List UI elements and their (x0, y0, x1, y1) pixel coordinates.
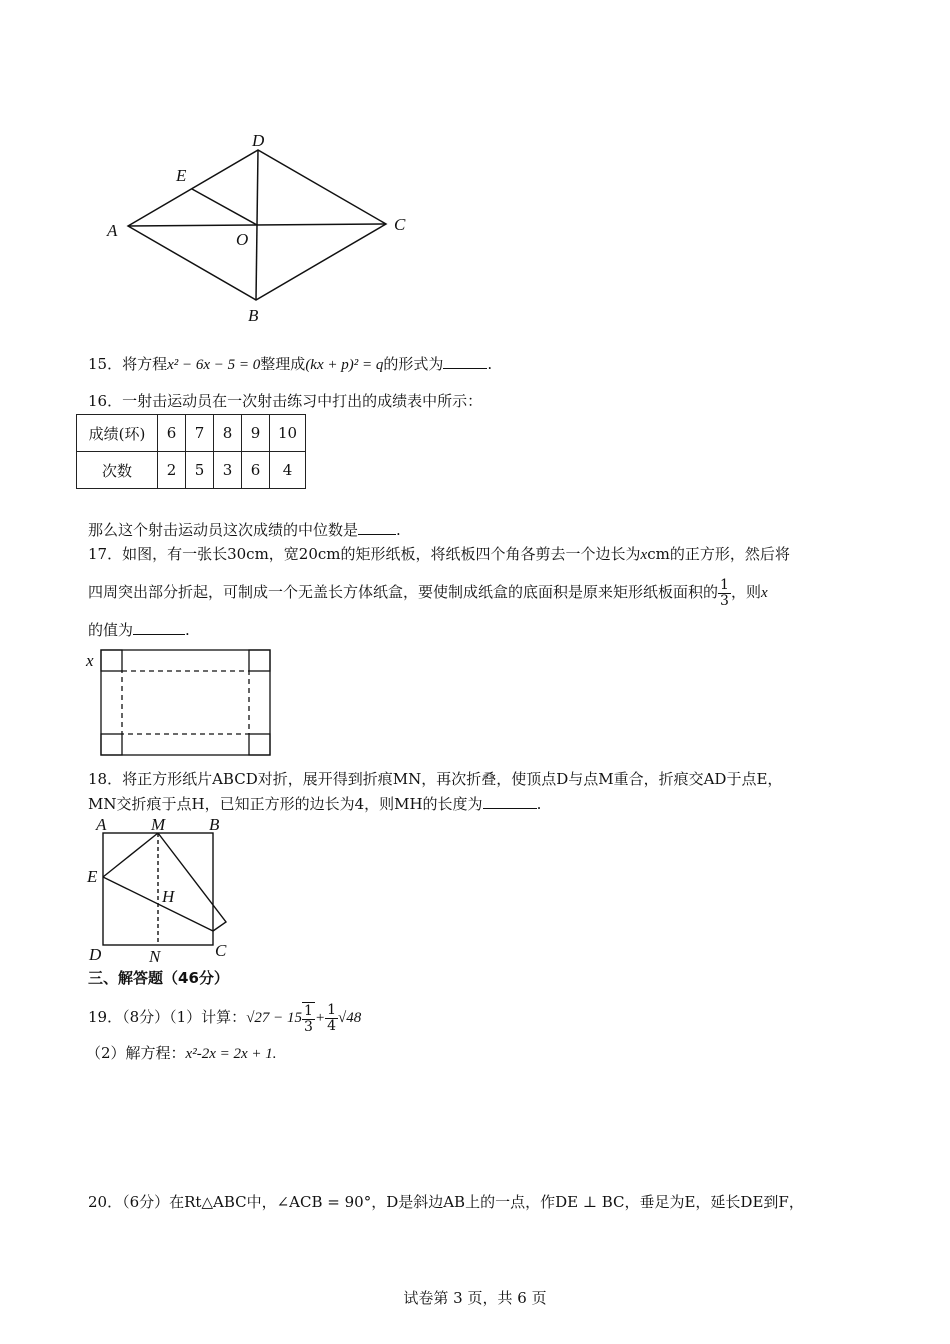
q17-line3-end: . (185, 621, 190, 639)
table-cell: 6 (158, 415, 186, 452)
question-17 (88, 544, 790, 565)
label-d: D (252, 131, 265, 150)
row-label: 次数 (77, 452, 158, 489)
table-cell: 4 (270, 452, 306, 489)
table-cell: 10 (270, 415, 306, 452)
table-cell: 7 (186, 415, 214, 452)
q19-head: （8分）（1）计算： (122, 1008, 247, 1026)
page-footer: 试卷第 3 页，共 6 页 (403, 1289, 547, 1307)
corner-square (249, 650, 270, 671)
corner-square (101, 734, 122, 755)
label-b: B (248, 306, 259, 325)
q17-line2b: ，则 (730, 583, 761, 601)
fold-line (122, 671, 249, 734)
fraction-one-third (718, 578, 731, 609)
q15-text-1: 将方程 (122, 355, 168, 373)
q17-line-2 (88, 575, 768, 610)
q16-followup (88, 520, 401, 540)
sqrt-fraction-one-third (302, 1002, 315, 1035)
corner-square (249, 734, 270, 755)
label-e: E (176, 166, 187, 185)
fraction-denominator: 3 (304, 1018, 313, 1035)
label-c: C (394, 215, 406, 234)
rhombus-figure (100, 128, 420, 328)
q17-line1b: cm的正方形，然后将 (647, 545, 790, 563)
question-18 (88, 769, 782, 789)
q17-var-x2: x (760, 585, 768, 601)
label-a: A (96, 815, 107, 834)
q18-line-2 (88, 794, 541, 814)
folded-flap (158, 833, 226, 931)
q19-part2-label: （2）解方程： (86, 1044, 186, 1062)
label-e: E (87, 867, 98, 886)
answer-blank[interactable] (133, 620, 185, 635)
q19-part-2 (86, 1043, 277, 1064)
q15-equation-2: (kx + p)² = q (305, 357, 384, 373)
q20-text: （6分）在Rt△ABC中，∠ACB = 90°，D是斜边AB上的一点，作DE ⊥ BC，垂足为E，延长DE到F， (122, 1193, 804, 1211)
table-cell: 8 (214, 415, 242, 452)
q16-after-end: . (396, 521, 401, 539)
label-m: M (151, 815, 166, 834)
question-number: 15． (88, 355, 123, 373)
question-15 (88, 354, 492, 375)
q15-equation-1: x² − 6x − 5 = 0 (167, 357, 261, 373)
q17-line3: 的值为 (88, 621, 134, 639)
q15-text-4: . (487, 355, 493, 373)
fraction-numerator: 1 (304, 1002, 313, 1019)
q18-line1: 将正方形纸片ABCD对折，展开得到折痕MN，再次折叠，使顶点D与点M重合，折痕交AD于点E， (122, 770, 783, 788)
cardboard-outline (101, 650, 270, 755)
segment-eo (192, 189, 257, 225)
label-x: x (86, 651, 94, 670)
label-o: O (236, 230, 249, 249)
label-n: N (149, 947, 161, 966)
label-a: A (107, 221, 118, 240)
corner-square (101, 650, 122, 671)
table-row (77, 452, 306, 489)
question-20 (88, 1192, 804, 1212)
question-16 (88, 391, 482, 411)
fraction-denominator: 4 (327, 1017, 337, 1034)
question-19 (88, 1000, 361, 1035)
fraction-denominator: 3 (720, 592, 729, 609)
fraction-numerator: 1 (720, 576, 729, 593)
answer-blank[interactable] (358, 520, 396, 535)
section-heading: 三、解答题（46分） (88, 969, 229, 987)
q15-text-2: 整理成 (260, 355, 306, 373)
score-table (76, 414, 306, 489)
question-number: 19． (88, 1008, 123, 1026)
q19-expr-c: √48 (338, 1010, 362, 1026)
q19-equation: x²-2x = 2x + 1. (185, 1046, 277, 1062)
q16-after-text: 那么这个射击运动员这次成绩的中位数是 (88, 521, 359, 539)
answer-blank[interactable] (483, 794, 537, 809)
question-number: 18． (88, 770, 123, 788)
question-number: 20． (88, 1193, 123, 1211)
table-cell: 9 (242, 415, 270, 452)
q17-line-3 (88, 620, 190, 640)
table-cell: 3 (214, 452, 242, 489)
fraction-one-quarter (325, 1003, 338, 1034)
question-number: 16． (88, 392, 123, 410)
q19-plus: + (314, 1010, 326, 1026)
q19-expr-a: √27 − 15 (246, 1010, 303, 1026)
folded-square-figure (84, 814, 244, 966)
q16-text: 一射击运动员在一次射击练习中打出的成绩表中所示： (122, 392, 483, 410)
fraction-numerator: 1 (327, 1001, 337, 1018)
q17-line2: 四周突出部分折起，可制成一个无盖长方体纸盒，要使制成纸盒的底面积是原来矩形纸板面积的 (88, 583, 719, 601)
table-cell: 5 (186, 452, 214, 489)
cardboard-figure (84, 644, 276, 760)
label-d: D (89, 945, 102, 964)
label-b: B (209, 815, 220, 834)
label-h: H (162, 887, 175, 906)
question-number: 17． (88, 545, 123, 563)
q18-line2-end: . (536, 795, 542, 813)
label-c: C (215, 941, 227, 960)
table-cell: 6 (242, 452, 270, 489)
table-cell: 2 (158, 452, 186, 489)
segment-em (103, 833, 158, 877)
table-row (77, 415, 306, 452)
answer-blank[interactable] (443, 354, 487, 369)
q17-var-x: x (640, 547, 648, 563)
q15-text-3: 的形式为 (383, 355, 444, 373)
q17-line1a: 如图，有一张长30cm，宽20cm的矩形纸板，将纸板四个角各剪去一个边长为 (122, 545, 641, 563)
q18-line2: MN交折痕于点H，已知正方形的边长为4，则MH的长度为 (88, 795, 483, 813)
row-label: 成绩(环) (77, 415, 158, 452)
